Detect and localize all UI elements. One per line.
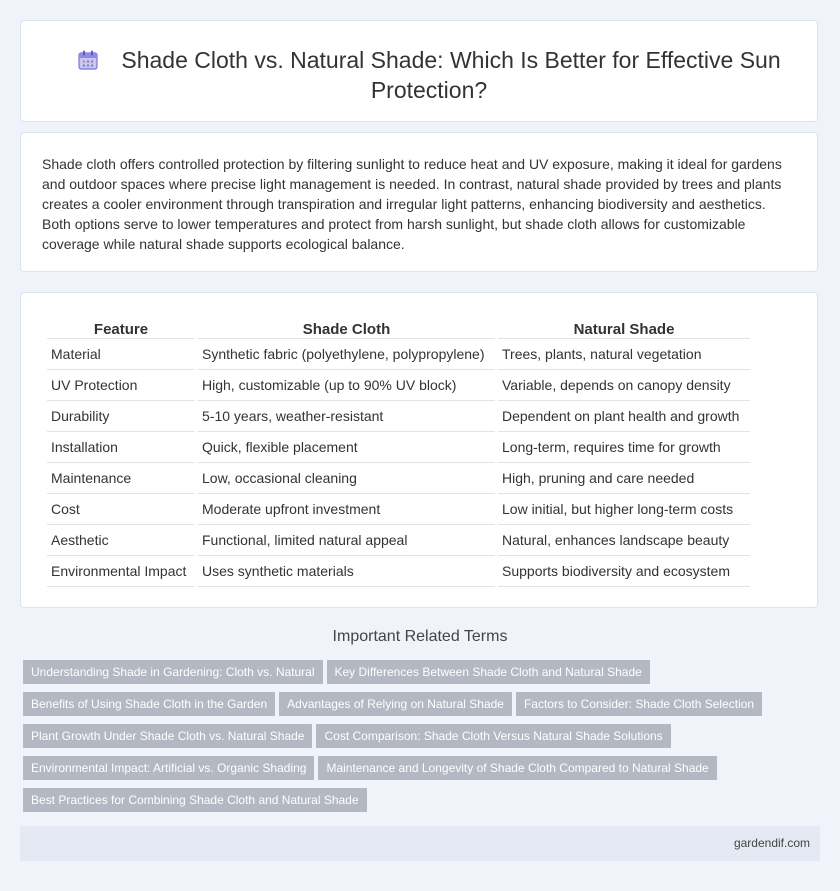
related-term-tag[interactable]: Plant Growth Under Shade Cloth vs. Natural Shade: [23, 724, 312, 748]
table-cell: Aesthetic: [47, 525, 195, 556]
table-cell: 5-10 years, weather-resistant: [198, 401, 495, 432]
table-cell: Long-term, requires time for growth: [498, 432, 750, 463]
related-terms-heading: Important Related Terms: [332, 628, 508, 645]
column-header: Feature: [47, 315, 195, 339]
calendar-icon: [77, 49, 99, 71]
table-row: [47, 556, 750, 587]
table-row: [47, 432, 750, 463]
table-cell: Moderate upfront investment: [198, 494, 495, 525]
comparison-table: [44, 315, 753, 587]
related-terms-list: [23, 660, 813, 820]
intro-paragraph: Shade cloth offers controlled protection by filtering sunlight to reduce heat and UV exposure, making it ideal for gardens and outdoor spaces where precise light management is needed. In contrast, natural shade provided by trees and plants creates a cooler environment through transpiration and irregular light patterns, enhancing biodiversity and aesthetics. Both options serve to lower temperatures and protect from harsh sunlight, but shade cloth allows for customizable coverage while natural shade supports ecological balance.: [42, 156, 782, 252]
table-cell: Natural, enhances landscape beauty: [498, 525, 750, 556]
table-cell: UV Protection: [47, 370, 195, 401]
intro-card: [20, 132, 818, 272]
table-cell: Cost: [47, 494, 195, 525]
comparison-table-card: [20, 292, 818, 608]
table-cell: Maintenance: [47, 463, 195, 494]
table-cell: Low, occasional cleaning: [198, 463, 495, 494]
table-header-row: [47, 315, 750, 339]
table-cell: High, customizable (up to 90% UV block): [198, 370, 495, 401]
table-row: [47, 339, 750, 370]
table-cell: Installation: [47, 432, 195, 463]
related-term-tag[interactable]: Maintenance and Longevity of Shade Cloth Compared to Natural Shade: [318, 756, 716, 780]
table-cell: Environmental Impact: [47, 556, 195, 587]
title-wrap: [61, 45, 797, 105]
table-row: [47, 370, 750, 401]
related-term-tag[interactable]: Benefits of Using Shade Cloth in the Garden: [23, 692, 275, 716]
table-cell: Functional, limited natural appeal: [198, 525, 495, 556]
table-cell: Variable, depends on canopy density: [498, 370, 750, 401]
table-cell: Supports biodiversity and ecosystem: [498, 556, 750, 587]
column-header: Shade Cloth: [198, 315, 495, 339]
table-cell: Low initial, but higher long-term costs: [498, 494, 750, 525]
header-card: [20, 20, 818, 122]
related-term-tag[interactable]: Understanding Shade in Gardening: Cloth vs. Natural: [23, 660, 323, 684]
table-cell: Dependent on plant health and growth: [498, 401, 750, 432]
related-term-tag[interactable]: Factors to Consider: Shade Cloth Selection: [516, 692, 762, 716]
table-cell: Material: [47, 339, 195, 370]
site-name[interactable]: gardendif.com: [733, 836, 810, 850]
table-cell: Durability: [47, 401, 195, 432]
table-row: [47, 401, 750, 432]
table-row: [47, 494, 750, 525]
table-cell: Synthetic fabric (polyethylene, polypropylene): [198, 339, 495, 370]
related-term-tag[interactable]: Best Practices for Combining Shade Cloth and Natural Shade: [23, 788, 367, 812]
footer: [20, 826, 820, 861]
table-cell: Quick, flexible placement: [198, 432, 495, 463]
related-term-tag[interactable]: Environmental Impact: Artificial vs. Organic Shading: [23, 756, 314, 780]
table-cell: High, pruning and care needed: [498, 463, 750, 494]
table-row: [47, 463, 750, 494]
column-header: Natural Shade: [498, 315, 750, 339]
page-title: [61, 45, 797, 105]
related-term-tag[interactable]: Key Differences Between Shade Cloth and Natural Shade: [327, 660, 650, 684]
related-term-tag[interactable]: Advantages of Relying on Natural Shade: [279, 692, 512, 716]
page-title-text: Shade Cloth vs. Natural Shade: Which Is Better for Effective Sun Protection?: [121, 47, 781, 103]
table-cell: Uses synthetic materials: [198, 556, 495, 587]
table-row: [47, 525, 750, 556]
table-cell: Trees, plants, natural vegetation: [498, 339, 750, 370]
related-term-tag[interactable]: Cost Comparison: Shade Cloth Versus Natural Shade Solutions: [316, 724, 670, 748]
